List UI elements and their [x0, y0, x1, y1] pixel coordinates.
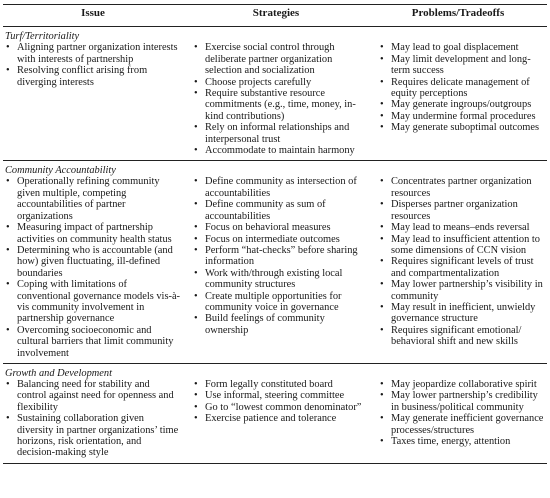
section-title: Growth and Development: [5, 367, 112, 379]
bullet-marker: •: [380, 390, 384, 402]
bullet-marker: •: [6, 65, 10, 77]
bullet-marker: •: [380, 99, 384, 111]
bullet-marker: •: [194, 401, 198, 413]
problem-list: [371, 176, 545, 347]
issue-list-item: [5, 176, 181, 222]
bullet-marker: •: [6, 413, 10, 425]
problem-list-item: [379, 42, 545, 53]
strategy-list-item: [193, 88, 367, 122]
issue-list-item: [5, 379, 181, 413]
strategy-cell: [183, 363, 369, 463]
problem-list-item: [379, 325, 545, 348]
problem-text: Requires delicate management of equity perceptions: [391, 76, 530, 100]
bullet-marker: •: [194, 390, 198, 402]
issue-list: [5, 176, 181, 359]
header-problems-tradeoffs: Problems/Tradeoffs: [369, 5, 547, 27]
strategy-text: Build feelings of community ownership: [205, 313, 325, 336]
strategy-list-item: [193, 413, 367, 424]
bullet-marker: •: [6, 176, 10, 188]
issue-list-item: [5, 42, 181, 65]
problem-list-item: [379, 199, 545, 222]
strategy-list: [185, 176, 367, 336]
problem-list: [371, 42, 545, 133]
problem-text: May limit development and long-term success: [391, 53, 531, 77]
bullet-marker: •: [6, 279, 10, 291]
bullet-marker: •: [194, 313, 198, 325]
strategy-text: Form legally constituted board: [205, 378, 333, 390]
problem-list-item: [379, 176, 545, 199]
bullet-marker: •: [194, 88, 198, 100]
issue-list-item: [5, 325, 181, 359]
issue-list-item: [5, 413, 181, 459]
strategy-text: Go to “lowest common denominator”: [205, 401, 362, 413]
header-row: [3, 5, 547, 27]
bullet-marker: •: [194, 42, 198, 54]
issue-text: Resolving conflict arising from diverging interests: [17, 65, 148, 88]
bullet-marker: •: [380, 53, 384, 65]
strategy-text: Rely on informal relationships and interpersonal trust: [205, 122, 350, 145]
strategy-list-item: [193, 390, 367, 401]
strategy-cell: [183, 27, 369, 161]
strategy-list-item: [193, 199, 367, 222]
table-body: [3, 27, 547, 463]
strategy-list: [185, 42, 367, 156]
bullet-marker: •: [194, 145, 198, 157]
problem-list-item: [379, 99, 545, 110]
bullet-marker: •: [380, 436, 384, 447]
strategy-cell: [183, 161, 369, 364]
problem-list-item: [379, 77, 545, 100]
problem-text: May generate suboptimal outcomes: [391, 122, 540, 134]
strategy-list-item: [193, 402, 367, 413]
problem-text: Concentrates partner organization resources: [391, 176, 532, 199]
issue-list-item: [5, 245, 181, 279]
issue-text: Aligning partner organization interests with interests of partnership: [17, 42, 178, 65]
document-page: [3, 4, 547, 464]
issue-list: [5, 379, 181, 459]
strategy-text: Create multiple opportunities for community voice in governance: [205, 290, 342, 313]
strategy-list-item: [193, 77, 367, 88]
bullet-marker: •: [380, 110, 384, 122]
bullet-marker: •: [380, 233, 384, 245]
bullet-marker: •: [194, 290, 198, 302]
problem-list-item: [379, 379, 545, 390]
problem-list-item: [379, 111, 545, 122]
strategy-text: Work with/through existing local community structures: [205, 267, 343, 291]
governance-issues-table: [3, 4, 547, 464]
bullet-marker: •: [6, 324, 10, 336]
problem-list: [371, 379, 545, 447]
problem-list-item: [379, 279, 545, 302]
problem-text: May lower partnership’s visibility in community: [391, 279, 543, 302]
problem-text: May lead to insufficient attention to some dimensions of CCN vision: [391, 233, 540, 256]
problem-list-item: [379, 302, 545, 325]
strategy-list-item: [193, 122, 367, 145]
issue-cell: [3, 161, 183, 364]
header-strategies: Strategies: [183, 5, 369, 27]
strategy-list-item: [193, 245, 367, 268]
bullet-marker: •: [380, 279, 384, 291]
bullet-marker: •: [6, 244, 10, 256]
problem-cell: [369, 363, 547, 463]
issue-text: Operationally refining community given multiple, competing accountabilities of partner organizations: [17, 176, 160, 222]
bullet-marker: •: [194, 222, 198, 234]
problem-list-item: [379, 222, 545, 233]
strategy-text: Focus on behavioral measures: [205, 222, 331, 234]
problem-text: May result in inefficient, unwieldy governance structure: [391, 301, 536, 325]
problem-list-item: [379, 54, 545, 77]
strategy-list-item: [193, 42, 367, 76]
bullet-marker: •: [194, 176, 198, 188]
strategy-list-item: [193, 234, 367, 245]
strategy-list-item: [193, 268, 367, 291]
bullet-marker: •: [380, 42, 384, 54]
section-title: Community Accountability: [5, 165, 116, 177]
problem-text: May lead to goal displacement: [391, 42, 519, 54]
problem-text: May lead to means–ends reversal: [391, 222, 530, 234]
bullet-marker: •: [380, 301, 384, 313]
section-row-turf-territoriality: [3, 27, 547, 161]
header-issue: Issue: [3, 5, 183, 27]
bullet-marker: •: [380, 199, 384, 211]
issue-list-item: [5, 222, 181, 245]
strategy-text: Define community as sum of accountabilities: [205, 199, 326, 222]
strategy-list-item: [193, 313, 367, 336]
bullet-marker: •: [194, 267, 198, 279]
issue-list-item: [5, 65, 181, 88]
bullet-marker: •: [6, 222, 10, 234]
problem-list-item: [379, 234, 545, 257]
bullet-marker: •: [194, 244, 198, 256]
bullet-marker: •: [380, 413, 384, 425]
issue-text: Determining who is accountable (and how) given fluctuating, ill-defined boundaries: [17, 244, 173, 279]
section-row-growth-and-development: [3, 363, 547, 463]
bullet-marker: •: [380, 76, 384, 88]
problem-list-item: [379, 256, 545, 279]
strategy-text: Use informal, steering committee: [205, 390, 345, 402]
issue-text: Overcoming socioeconomic and cultural barriers that limit community involvement: [17, 324, 174, 359]
problem-text: May jeopardize collaborative spirit: [391, 378, 537, 390]
strategy-list-item: [193, 222, 367, 233]
issue-text: Coping with limitations of conventional governance models vis-à-vis community involvement in partnership governance: [17, 279, 181, 325]
problem-text: May undermine formal procedures: [391, 110, 536, 122]
bullet-marker: •: [380, 256, 384, 268]
strategy-text: Require substantive resource commitments (e.g., time, money, in-kind contributions): [205, 88, 356, 122]
bullet-marker: •: [6, 42, 10, 54]
problem-text: Requires significant levels of trust and compartmentalization: [391, 256, 534, 279]
strategy-text: Exercise patience and tolerance: [205, 413, 337, 425]
issue-cell: [3, 27, 183, 161]
problem-text: Taxes time, energy, attention: [391, 436, 511, 447]
problem-text: May lower partnership’s credibility in business/political community: [391, 390, 538, 413]
bullet-marker: •: [194, 122, 198, 134]
problem-list-item: [379, 390, 545, 413]
issue-text: Measuring impact of partnership activities on community health status: [17, 222, 172, 245]
problem-cell: [369, 27, 547, 161]
issue-text: Balancing need for stability and control against need for openness and flexibility: [17, 378, 174, 413]
strategy-list-item: [193, 176, 367, 199]
problem-text: Disperses partner organization resources: [391, 199, 518, 222]
strategy-text: Focus on intermediate outcomes: [205, 233, 340, 245]
bullet-marker: •: [380, 378, 384, 390]
bullet-marker: •: [194, 199, 198, 211]
section-row-community-accountability: [3, 161, 547, 364]
strategy-text: Perform “hat-checks” before sharing information: [205, 244, 358, 268]
problem-list-item: [379, 436, 545, 447]
bullet-marker: •: [380, 122, 384, 134]
issue-list-item: [5, 279, 181, 325]
problem-list-item: [379, 122, 545, 133]
problem-text: May generate ingroups/outgroups: [391, 99, 532, 111]
bullet-marker: •: [194, 378, 198, 390]
problem-text: Requires significant emotional/ behavioral shift and new skills: [391, 324, 522, 348]
issue-text: Sustaining collaboration given diversity in partner organizations’ time horizons, risk orientation, and decision-making style: [17, 413, 179, 459]
bullet-marker: •: [380, 222, 384, 234]
section-title: Turf/Territoriality: [5, 31, 80, 43]
bullet-marker: •: [194, 413, 198, 425]
bullet-marker: •: [6, 378, 10, 390]
problem-list-item: [379, 413, 545, 436]
bullet-marker: •: [380, 176, 384, 188]
strategy-list-item: [193, 379, 367, 390]
problem-text: May generate inefficient governance processes/structures: [391, 413, 544, 436]
bullet-marker: •: [380, 324, 384, 336]
issue-cell: [3, 363, 183, 463]
strategy-list: [185, 379, 367, 425]
problem-cell: [369, 161, 547, 364]
strategy-list-item: [193, 145, 367, 156]
strategy-text: Accommodate to maintain harmony: [205, 145, 355, 157]
strategy-text: Choose projects carefully: [205, 76, 312, 88]
bullet-marker: •: [194, 233, 198, 245]
bullet-marker: •: [194, 76, 198, 88]
strategy-text: Define community as intersection of accountabilities: [205, 176, 357, 199]
strategy-list-item: [193, 291, 367, 314]
strategy-text: Exercise social control through deliberate partner organization selection and socialization: [205, 42, 335, 77]
issue-list: [5, 42, 181, 88]
